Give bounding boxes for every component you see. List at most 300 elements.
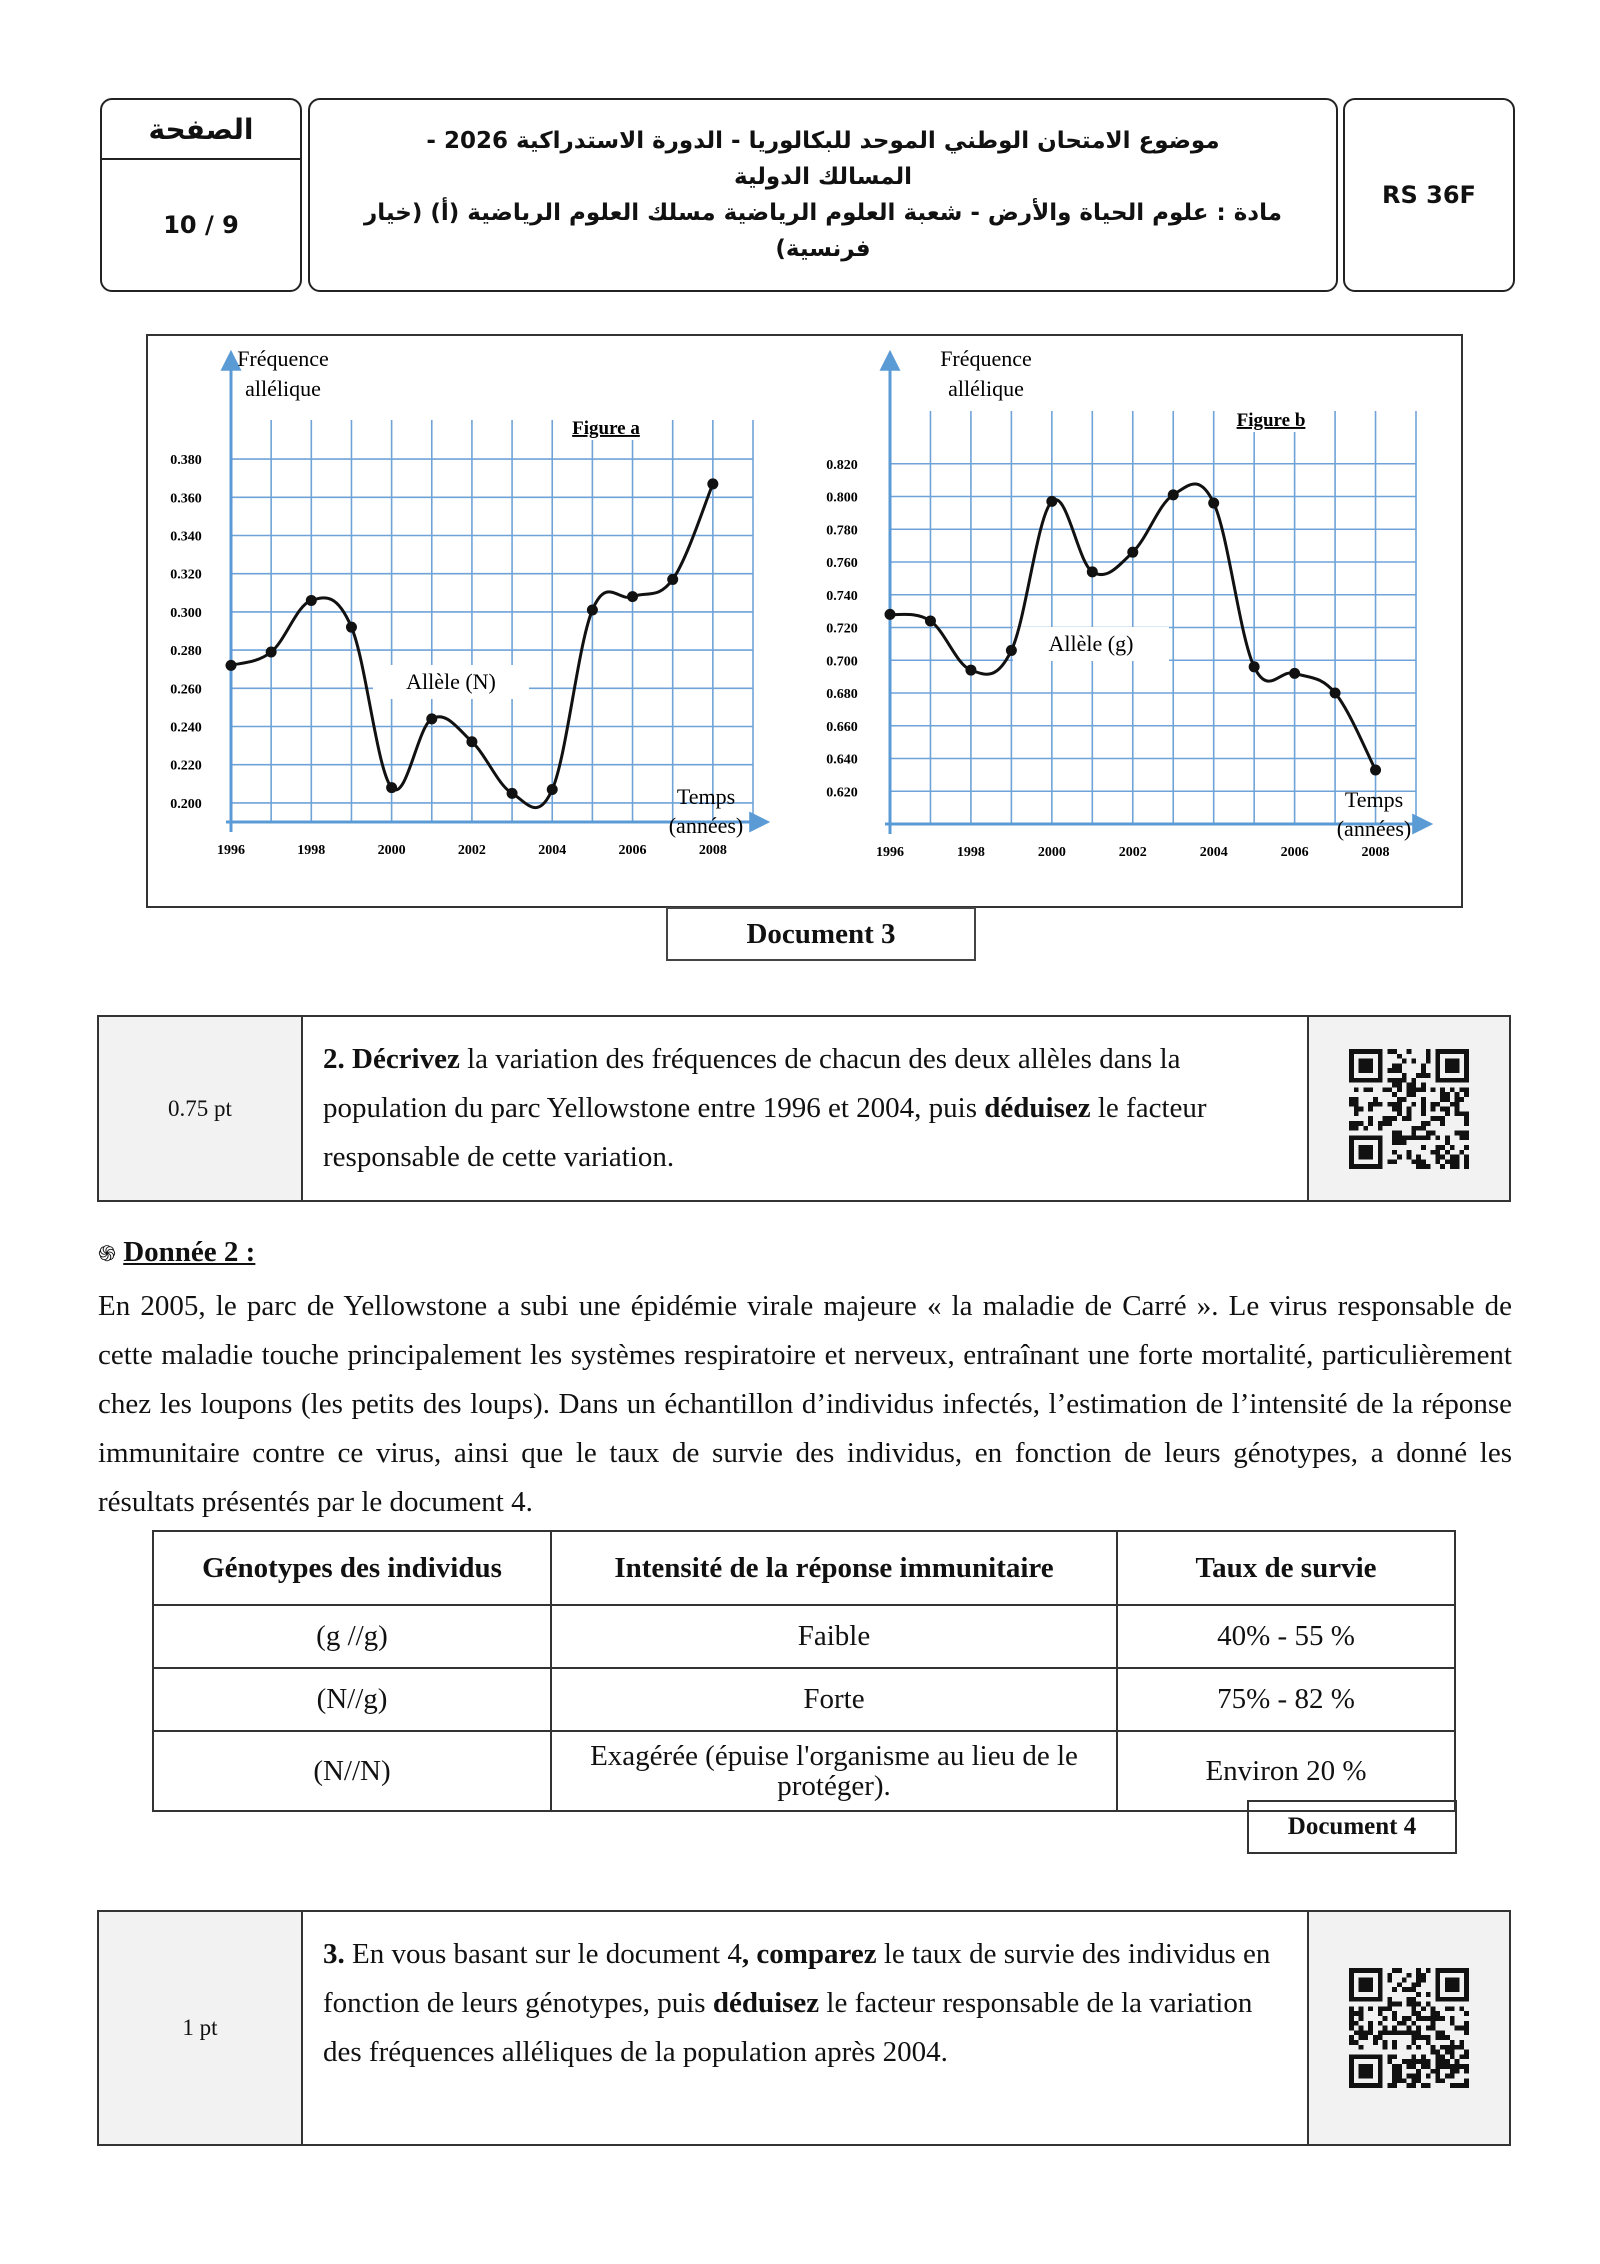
x-tick-label: 2004 bbox=[538, 843, 567, 858]
table-row bbox=[153, 1605, 1455, 1668]
qr-module bbox=[1411, 2035, 1416, 2040]
qr-module bbox=[1459, 1130, 1464, 1135]
qr-module bbox=[1359, 1978, 1373, 1992]
qr-module bbox=[1455, 2026, 1460, 2031]
qr-module bbox=[1431, 1130, 1436, 1135]
y-tick-label: 0.340 bbox=[170, 529, 202, 545]
qr-module bbox=[1411, 2030, 1416, 2035]
qr-module bbox=[1407, 1149, 1412, 1154]
qr-module bbox=[1373, 1097, 1378, 1102]
qr-module bbox=[1455, 2045, 1460, 2050]
qr-module bbox=[1416, 2074, 1421, 2079]
qr-module bbox=[1416, 2069, 1421, 2074]
qr-module bbox=[1407, 1135, 1412, 1140]
qr-module bbox=[1440, 2078, 1445, 2083]
qr-module bbox=[1464, 2069, 1469, 2074]
qr-module bbox=[1411, 1982, 1416, 1987]
question-3-text bbox=[303, 1912, 1307, 2144]
qr-module bbox=[1450, 2069, 1455, 2074]
qr-module bbox=[1363, 2030, 1368, 2035]
y-tick-label: 0.820 bbox=[826, 457, 858, 473]
y-tick-label: 0.640 bbox=[826, 752, 858, 768]
qr-module bbox=[1435, 2011, 1440, 2016]
qr-module bbox=[1383, 2045, 1388, 2050]
qr-module bbox=[1392, 2074, 1397, 2079]
data-point bbox=[346, 622, 357, 633]
qr-module bbox=[1464, 1111, 1469, 1116]
qr-module bbox=[1354, 1121, 1359, 1126]
qr-module bbox=[1387, 2054, 1392, 2059]
qr-module bbox=[1464, 2078, 1469, 2083]
series-label: Allèle (N) bbox=[406, 669, 496, 694]
table-row bbox=[153, 1731, 1455, 1811]
qr-module bbox=[1421, 1063, 1426, 1068]
y-tick-label: 0.760 bbox=[826, 556, 858, 571]
qr-module bbox=[1440, 1092, 1445, 1097]
qr-module bbox=[1416, 2011, 1421, 2016]
table-row bbox=[153, 1668, 1455, 1731]
qr-module bbox=[1435, 2050, 1440, 2055]
qr-module bbox=[1349, 2011, 1354, 2016]
data-point bbox=[1168, 489, 1179, 500]
y-tick-label: 0.380 bbox=[170, 453, 202, 469]
qr-module bbox=[1450, 2083, 1455, 2088]
qr-module bbox=[1421, 2064, 1426, 2069]
question-2-text bbox=[303, 1017, 1307, 1200]
qr-module bbox=[1402, 2016, 1407, 2021]
qr-module bbox=[1426, 1049, 1431, 1054]
qr-module bbox=[1464, 2050, 1469, 2055]
qr-module bbox=[1392, 1116, 1397, 1121]
qr-module bbox=[1402, 1116, 1407, 1121]
qr-module bbox=[1397, 2069, 1402, 2074]
qr-module bbox=[1464, 1092, 1469, 1097]
question-2-number: 2. bbox=[323, 1043, 345, 1075]
qr-module bbox=[1411, 2006, 1416, 2011]
qr-module bbox=[1421, 1106, 1426, 1111]
qr-module bbox=[1387, 2006, 1392, 2011]
qr-module bbox=[1450, 2021, 1455, 2026]
qr-module bbox=[1426, 2002, 1431, 2007]
series-label: Allèle (g) bbox=[1048, 631, 1134, 656]
qr-module bbox=[1464, 1159, 1469, 1164]
qr-module bbox=[1397, 1140, 1402, 1145]
qr-module bbox=[1363, 1125, 1368, 1130]
table-header-immune-response: Intensité de la réponse immunitaire bbox=[551, 1531, 1117, 1605]
qr-module bbox=[1411, 1082, 1416, 1087]
qr-module bbox=[1426, 1121, 1431, 1126]
document4-table bbox=[152, 1530, 1456, 1812]
question-2-points: 0.75 pt bbox=[99, 1017, 303, 1200]
question-3-text-part2: le taux de survie des individus en fonction de leurs génotypes, puis bbox=[323, 1938, 1271, 2019]
x-tick-label: 2000 bbox=[1037, 845, 1066, 860]
qr-module bbox=[1407, 1987, 1412, 1992]
table-cell: Exagérée (épuise l'organisme au lieu de le protéger). bbox=[551, 1731, 1117, 1811]
qr-module bbox=[1407, 1111, 1412, 1116]
data-point bbox=[1087, 566, 1098, 577]
qr-module bbox=[1421, 1101, 1426, 1106]
qr-module bbox=[1392, 1106, 1397, 1111]
qr-module bbox=[1445, 2006, 1450, 2011]
qr-module bbox=[1421, 1978, 1426, 1983]
figure-title: Figure b bbox=[1236, 410, 1306, 431]
qr-module bbox=[1421, 1164, 1426, 1169]
qr-module bbox=[1397, 2021, 1402, 2026]
qr-module bbox=[1431, 1149, 1436, 1154]
qr-module bbox=[1363, 1087, 1368, 1092]
qr-module bbox=[1407, 1973, 1412, 1978]
qr-module bbox=[1455, 1164, 1460, 1169]
qr-module bbox=[1421, 2016, 1426, 2021]
qr-module bbox=[1445, 1149, 1450, 1154]
table-cell: 75% - 82 % bbox=[1117, 1668, 1455, 1731]
qr-module bbox=[1440, 2059, 1445, 2064]
qr-module bbox=[1407, 1116, 1412, 1121]
qr-module bbox=[1435, 1135, 1440, 1140]
qr-module bbox=[1397, 1982, 1402, 1987]
qr-module bbox=[1368, 2030, 1373, 2035]
qr-module bbox=[1431, 2016, 1436, 2021]
qr-module bbox=[1464, 2054, 1469, 2059]
qr-code-icon bbox=[1349, 1049, 1469, 1169]
qr-module bbox=[1464, 2021, 1469, 2026]
qr-module bbox=[1445, 1111, 1450, 1116]
question-3-number: 3. bbox=[323, 1938, 345, 1970]
qr-module bbox=[1392, 1049, 1397, 1054]
qr-module bbox=[1416, 1073, 1421, 1078]
qr-module bbox=[1354, 1101, 1359, 1106]
y-tick-label: 0.720 bbox=[826, 621, 858, 637]
qr-module bbox=[1407, 2059, 1412, 2064]
data-point bbox=[226, 660, 237, 671]
qr-module bbox=[1455, 2059, 1460, 2064]
qr-module bbox=[1426, 1992, 1431, 1997]
qr-module bbox=[1464, 1154, 1469, 1159]
qr-module bbox=[1359, 1121, 1364, 1126]
data-point bbox=[547, 784, 558, 795]
qr-module bbox=[1359, 1058, 1373, 1072]
qr-module bbox=[1416, 2002, 1421, 2007]
qr-module bbox=[1421, 2059, 1426, 2064]
qr-module bbox=[1435, 2054, 1440, 2059]
qr-module bbox=[1431, 2050, 1436, 2055]
qr-module bbox=[1387, 1978, 1392, 1983]
qr-module bbox=[1459, 2026, 1464, 2031]
qr-module bbox=[1402, 2030, 1407, 2035]
qr-module bbox=[1416, 1154, 1421, 1159]
qr-module bbox=[1407, 1087, 1412, 1092]
exam-subject-line1: مادة : علوم الحياة والأرض - شعبة العلوم الرياضية مسلك العلوم الرياضية (أ) (خيار bbox=[364, 200, 1282, 226]
qr-module bbox=[1455, 1154, 1460, 1159]
qr-module bbox=[1407, 2026, 1412, 2031]
qr-module bbox=[1455, 1101, 1460, 1106]
qr-module bbox=[1445, 2045, 1450, 2050]
qr-module bbox=[1426, 2040, 1431, 2045]
qr-module bbox=[1450, 1145, 1455, 1150]
qr-module bbox=[1440, 2035, 1445, 2040]
data-point bbox=[386, 782, 397, 793]
y-tick-label: 0.740 bbox=[826, 588, 858, 604]
data-point bbox=[885, 609, 896, 620]
qr-module bbox=[1416, 1125, 1421, 1130]
qr-module bbox=[1455, 2083, 1460, 2088]
data-point bbox=[1208, 498, 1219, 509]
x-tick-label: 2008 bbox=[1361, 845, 1390, 860]
qr-module bbox=[1411, 2064, 1416, 2069]
qr-module bbox=[1440, 2016, 1445, 2021]
x-axis-label: Temps bbox=[1344, 787, 1404, 812]
qr-module bbox=[1416, 2078, 1421, 2083]
page-number: 10 / 9 bbox=[163, 211, 239, 239]
x-axis-label: Temps bbox=[676, 784, 736, 809]
qr-module bbox=[1397, 1111, 1402, 1116]
qr-module bbox=[1435, 2059, 1440, 2064]
qr-code-q2[interactable] bbox=[1307, 1017, 1509, 1200]
qr-module bbox=[1392, 1130, 1397, 1135]
figure-title: Figure a bbox=[572, 418, 640, 439]
qr-module bbox=[1378, 2021, 1383, 2026]
question-2-verb-describe: Décrivez bbox=[352, 1043, 460, 1075]
y-axis-label: allélique bbox=[948, 376, 1024, 401]
qr-module bbox=[1435, 1159, 1440, 1164]
qr-module bbox=[1421, 2035, 1426, 2040]
qr-module bbox=[1402, 2021, 1407, 2026]
qr-module bbox=[1378, 2035, 1383, 2040]
qr-module bbox=[1392, 2054, 1397, 2059]
qr-module bbox=[1349, 2006, 1354, 2011]
qr-module bbox=[1392, 1159, 1397, 1164]
qr-module bbox=[1368, 1116, 1373, 1121]
qr-module bbox=[1397, 1101, 1402, 1106]
qr-module bbox=[1455, 1111, 1460, 1116]
qr-module bbox=[1416, 2016, 1421, 2021]
qr-module bbox=[1421, 1082, 1426, 1087]
qr-module bbox=[1431, 2011, 1436, 2016]
qr-module bbox=[1354, 2011, 1359, 2016]
x-tick-label: 2002 bbox=[457, 843, 486, 858]
data-point bbox=[426, 713, 437, 724]
qr-module bbox=[1450, 2074, 1455, 2079]
x-tick-label: 1996 bbox=[217, 843, 245, 858]
qr-module bbox=[1421, 1973, 1426, 1978]
qr-module bbox=[1411, 1092, 1416, 1097]
qr-module bbox=[1387, 1973, 1392, 1978]
qr-module bbox=[1421, 1111, 1426, 1116]
qr-module bbox=[1373, 2035, 1378, 2040]
qr-module bbox=[1411, 1077, 1416, 1082]
qr-module bbox=[1416, 1159, 1421, 1164]
qr-module bbox=[1383, 2006, 1388, 2011]
qr-code-q3[interactable] bbox=[1307, 1912, 1509, 2144]
qr-module bbox=[1416, 1978, 1421, 1983]
qr-module bbox=[1387, 1116, 1392, 1121]
qr-module bbox=[1426, 1058, 1431, 1063]
qr-module bbox=[1450, 1159, 1455, 1164]
qr-module bbox=[1397, 1082, 1402, 1087]
qr-module bbox=[1411, 1997, 1416, 2002]
qr-module bbox=[1416, 2045, 1421, 2050]
qr-module bbox=[1392, 2002, 1397, 2007]
qr-module bbox=[1459, 1097, 1464, 1102]
qr-module bbox=[1392, 1063, 1397, 1068]
qr-module bbox=[1464, 1135, 1469, 1140]
x-tick-label: 1998 bbox=[297, 843, 326, 858]
qr-module bbox=[1445, 2059, 1450, 2064]
qr-module bbox=[1349, 2026, 1354, 2031]
qr-module bbox=[1416, 1135, 1421, 1140]
qr-module bbox=[1421, 2006, 1426, 2011]
x-axis-label: (années) bbox=[668, 813, 744, 838]
qr-module bbox=[1431, 2026, 1436, 2031]
donnee-2-paragraph: En 2005, le parc de Yellowstone a subi une épidémie virale majeure « la maladie de Carré ». Le virus responsable de cette maladie touche principalement les systèmes respiratoire et nerveux, entraînant une forte mortalité, particulièrement chez les loupons (les petits des loups). Dans un échantillon d’individus infectés, l’estimation de l’intensité de la réponse immunitaire contre ce virus, ainsi que le taux de survie des individus, en fonction de leurs génotypes, a donné les résultats présentés par le document 4. bbox=[98, 1290, 1512, 1518]
qr-module bbox=[1383, 2030, 1388, 2035]
y-tick-label: 0.360 bbox=[170, 491, 202, 507]
qr-module bbox=[1359, 2006, 1364, 2011]
qr-module bbox=[1407, 1049, 1412, 1054]
qr-module bbox=[1421, 1087, 1426, 1092]
qr-module bbox=[1450, 2006, 1455, 2011]
qr-module bbox=[1421, 1145, 1426, 1150]
qr-module bbox=[1459, 2045, 1464, 2050]
page-number-box bbox=[100, 98, 302, 292]
qr-module bbox=[1464, 1087, 1469, 1092]
qr-module bbox=[1392, 2045, 1397, 2050]
qr-module bbox=[1455, 1097, 1460, 1102]
qr-module bbox=[1426, 1135, 1431, 1140]
qr-module bbox=[1359, 2035, 1364, 2040]
qr-module bbox=[1411, 1125, 1416, 1130]
qr-module bbox=[1411, 1130, 1416, 1135]
qr-module bbox=[1445, 1159, 1450, 1164]
qr-module bbox=[1387, 2059, 1392, 2064]
qr-module bbox=[1407, 1154, 1412, 1159]
qr-module bbox=[1392, 2040, 1397, 2045]
qr-module bbox=[1445, 2050, 1450, 2055]
qr-module bbox=[1426, 1053, 1431, 1058]
data-point bbox=[707, 478, 718, 489]
qr-module bbox=[1464, 2064, 1469, 2069]
qr-module bbox=[1392, 2011, 1397, 2016]
qr-module bbox=[1426, 1968, 1431, 1973]
qr-module bbox=[1464, 1116, 1469, 1121]
qr-module bbox=[1407, 1997, 1412, 2002]
exam-title-line1: موضوع الامتحان الوطني الموحد للبكالوريا - الدورة الاستدراكية 2026 - bbox=[426, 128, 1220, 154]
qr-module bbox=[1368, 2006, 1373, 2011]
qr-module bbox=[1450, 2054, 1455, 2059]
exam-title-line2: المسالك الدولية bbox=[733, 164, 913, 190]
qr-module bbox=[1368, 1121, 1373, 1126]
qr-module bbox=[1402, 1073, 1407, 1078]
x-tick-label: 2004 bbox=[1199, 845, 1228, 860]
qr-module bbox=[1402, 1135, 1407, 1140]
qr-module bbox=[1440, 1164, 1445, 1169]
qr-module bbox=[1359, 2030, 1364, 2035]
qr-module bbox=[1440, 2064, 1445, 2069]
qr-module bbox=[1402, 2059, 1407, 2064]
qr-module bbox=[1459, 1149, 1464, 1154]
qr-module bbox=[1402, 1097, 1407, 1102]
qr-module bbox=[1387, 2083, 1392, 2088]
qr-module bbox=[1383, 2040, 1388, 2045]
qr-module bbox=[1359, 2016, 1364, 2021]
qr-module bbox=[1411, 2002, 1416, 2007]
qr-module bbox=[1397, 2064, 1402, 2069]
qr-module bbox=[1455, 1106, 1460, 1111]
qr-module bbox=[1349, 2021, 1354, 2026]
qr-module bbox=[1435, 1149, 1440, 1154]
question-3-text-part1: En vous basant sur le document 4 bbox=[344, 1938, 742, 1970]
qr-module bbox=[1411, 2021, 1416, 2026]
qr-module bbox=[1387, 1049, 1392, 1054]
qr-module bbox=[1387, 1068, 1392, 1073]
qr-module bbox=[1378, 2006, 1383, 2011]
qr-module bbox=[1397, 1053, 1402, 1058]
qr-module bbox=[1455, 2064, 1460, 2069]
qr-module bbox=[1426, 2016, 1431, 2021]
qr-module bbox=[1407, 2083, 1412, 2088]
qr-module bbox=[1435, 2074, 1440, 2079]
qr-module bbox=[1435, 1154, 1440, 1159]
question-2-text-part2: le facteur responsable de cette variation. bbox=[323, 1092, 1207, 1173]
qr-module bbox=[1354, 1111, 1359, 1116]
data-point bbox=[266, 647, 277, 658]
qr-module bbox=[1411, 1135, 1416, 1140]
data-point bbox=[1046, 496, 1057, 507]
qr-module bbox=[1416, 1968, 1421, 1973]
qr-module bbox=[1440, 2030, 1445, 2035]
qr-module bbox=[1359, 1106, 1364, 1111]
exam-title-box bbox=[308, 98, 1338, 292]
data-point bbox=[925, 615, 936, 626]
qr-module bbox=[1368, 1087, 1373, 1092]
qr-module bbox=[1426, 2059, 1431, 2064]
qr-module bbox=[1435, 2069, 1440, 2074]
qr-module bbox=[1407, 1092, 1412, 1097]
qr-module bbox=[1392, 2064, 1397, 2069]
qr-module bbox=[1392, 1968, 1397, 1973]
qr-module bbox=[1464, 2026, 1469, 2031]
qr-module bbox=[1459, 2064, 1464, 2069]
qr-module bbox=[1435, 2035, 1440, 2040]
qr-module bbox=[1435, 2030, 1440, 2035]
qr-code-icon bbox=[1349, 1968, 1469, 2088]
qr-module bbox=[1431, 1116, 1436, 1121]
y-tick-label: 0.240 bbox=[170, 720, 202, 736]
qr-module bbox=[1397, 1068, 1402, 1073]
y-axis-label: allélique bbox=[245, 376, 321, 401]
qr-module bbox=[1440, 1087, 1445, 1092]
qr-module bbox=[1421, 1135, 1426, 1140]
qr-module bbox=[1445, 1106, 1450, 1111]
qr-module bbox=[1421, 1121, 1426, 1126]
qr-module bbox=[1450, 1154, 1455, 1159]
qr-module bbox=[1411, 1159, 1416, 1164]
qr-module bbox=[1440, 2045, 1445, 2050]
qr-module bbox=[1392, 1092, 1397, 1097]
qr-module bbox=[1349, 2040, 1354, 2045]
qr-module bbox=[1435, 1101, 1440, 1106]
qr-module bbox=[1459, 1111, 1464, 1116]
qr-module bbox=[1402, 1058, 1407, 1063]
qr-module bbox=[1354, 2040, 1359, 2045]
table-cell: (N//N) bbox=[153, 1731, 551, 1811]
qr-module bbox=[1416, 2035, 1421, 2040]
qr-module bbox=[1411, 2059, 1416, 2064]
qr-module bbox=[1397, 1154, 1402, 1159]
qr-module bbox=[1383, 2016, 1388, 2021]
data-point bbox=[466, 736, 477, 747]
qr-module bbox=[1450, 1087, 1455, 1092]
